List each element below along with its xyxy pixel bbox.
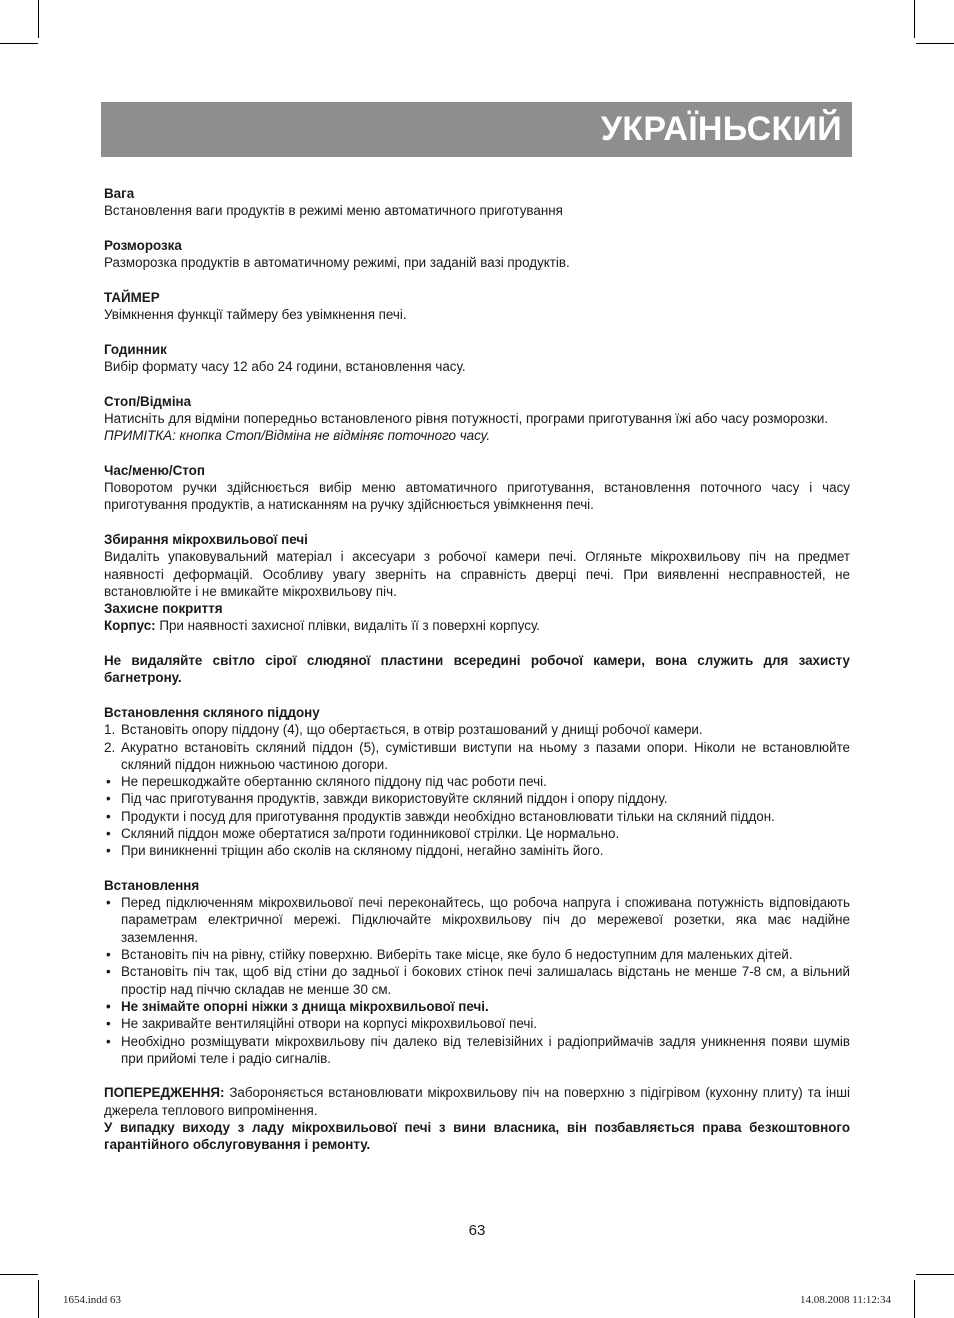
korpus-text: При наявності захисної плівки, видаліть її з поверхні корпусу. bbox=[155, 618, 541, 634]
list-item bbox=[104, 790, 850, 807]
list-item-text: Встановіть піч на рівну, стійку поверхню. Виберіть таке місце, яке було б недоступним для маленьких дітей. bbox=[121, 947, 793, 963]
section-text-rozmorozka: Разморозка продуктів в автоматичному режимі, при заданій вазі продуктів. bbox=[104, 255, 570, 271]
section-title-vstanovlennia: Встановлення bbox=[104, 877, 200, 893]
section-title-pidon: Встановлення скляного піддону bbox=[104, 704, 320, 720]
list-item-text: Встановіть піч так, щоб від стіни до задньої і бокових стінок печі залишалась відстань не менше 7-8 см, а вільний простір над піччю складав не менше 30 см. bbox=[121, 964, 850, 997]
korpus-label: Корпус: bbox=[104, 618, 156, 634]
list-item bbox=[104, 739, 850, 774]
list-item-text: При виникненні тріщин або сколів на скляному піддоні, негайно замініть його. bbox=[121, 843, 604, 859]
bullet-mark: • bbox=[106, 825, 111, 841]
list-item bbox=[104, 894, 850, 946]
section-text-stop: Натисніть для відміни попередньо встановленого рівня потужності, програми приготування їжі або часу розморозки. bbox=[104, 410, 829, 426]
section-title-rozmorozka: Розморозка bbox=[104, 237, 182, 253]
list-item-text: Необхідно розміщувати мікрохвильову піч далеко від телевізійних і радіоприймачів задля уникнення появи шумів при прийомі теле і радіо сигналів. bbox=[121, 1033, 850, 1066]
list-item-text: Скляний піддон може обертатися за/проти годинникової стрілки. Це нормально. bbox=[121, 825, 620, 841]
section-title-zbyrannia: Збирання мікрохвильової печі bbox=[104, 531, 308, 547]
list-item bbox=[104, 1015, 850, 1032]
warranty-warning: У випадку виходу з ладу мікрохвильової печі з вини власника, він позбавляється права безкоштовного гарантійного обслуговування і ремонту. bbox=[104, 1120, 850, 1153]
crop-mark bbox=[38, 0, 39, 38]
list-item bbox=[104, 998, 850, 1015]
crop-mark bbox=[0, 43, 38, 44]
bullet-mark: • bbox=[106, 791, 111, 807]
footer-datetime: 14.08.2008 11:12:34 bbox=[800, 1294, 891, 1306]
list-item bbox=[104, 842, 850, 859]
crop-mark bbox=[916, 1274, 954, 1275]
crop-mark bbox=[914, 1280, 915, 1318]
footer-file-info: 1654.indd 63 bbox=[63, 1294, 122, 1306]
crop-mark bbox=[914, 0, 915, 38]
pidon-numbered-list bbox=[104, 721, 850, 773]
warning-label: ПОПЕРЕДЖЕННЯ: bbox=[104, 1085, 225, 1101]
vstanovlennia-bullet-list bbox=[104, 894, 850, 1067]
section-title-hodynnyk: Годинник bbox=[104, 341, 167, 357]
bullet-mark: • bbox=[106, 843, 111, 859]
bullet-mark: • bbox=[106, 1016, 111, 1032]
manual-content bbox=[104, 185, 850, 1154]
section-title-taimer: ТАЙМЕР bbox=[104, 289, 160, 305]
crop-mark bbox=[0, 1274, 38, 1275]
warning-text: Забороняється встановлювати мікрохвильову піч на поверхню з підігрівом (кухонну плиту) та інші джерела теплового випромінення. bbox=[104, 1085, 850, 1118]
section-note-stop: ПРИМІТКА: кнопка Стоп/Відміна не відміняє поточного часу. bbox=[104, 428, 491, 444]
section-title-vaga: Вага bbox=[104, 186, 135, 201]
list-item bbox=[104, 1033, 850, 1068]
bullet-mark: • bbox=[106, 964, 111, 980]
section-text-vaga: Встановлення ваги продуктів в режимі меню автоматичного приготування bbox=[104, 203, 563, 219]
section-text-chas: Поворотом ручки здійснюється вибір меню автоматичного приготування, встановлення поточного часу і часу приготування продуктів, а натисканням на ручку здійснюється увімкнення печі. bbox=[104, 480, 850, 513]
warning-paragraph bbox=[104, 1084, 850, 1119]
list-item bbox=[104, 721, 850, 738]
bullet-mark: • bbox=[106, 895, 111, 911]
bullet-mark: • bbox=[106, 947, 111, 963]
page-number: 63 bbox=[468, 1222, 486, 1239]
section-text-zbyrannia: Видаліть упаковувальний матеріал і аксесуари з робочої камери печі. Огляньте мікрохвильову піч на предмет наявності деформацій. Особливу увагу зверніть на справність дверці печі. При виявленні несправностей, не встановлюйте і не вмикайте мікрохвильову піч. bbox=[104, 549, 850, 599]
section-text-hodynnyk: Вибір формату часу 12 або 24 години, встановлення часу. bbox=[104, 358, 466, 374]
list-item-text: Продукти і посуд для приготування продуктів завжди необхідно встановлювати тільки на скляний піддон. bbox=[121, 808, 775, 824]
list-item bbox=[104, 946, 850, 963]
subsection-title-zakhysne: Захисне покриття bbox=[104, 601, 223, 617]
list-item bbox=[104, 773, 850, 790]
bullet-mark: • bbox=[106, 808, 111, 824]
list-item-text: Встановіть опору піддону (4), що обертається, в отвір розташований у днищі робочої камери. bbox=[121, 722, 703, 738]
crop-mark bbox=[916, 43, 954, 44]
pidon-bullet-list bbox=[104, 773, 850, 859]
list-item-text: Не закривайте вентиляційні отвори на корпусі мікрохвильової печі. bbox=[121, 1016, 538, 1032]
section-title-chas: Час/меню/Стоп bbox=[104, 462, 205, 478]
section-title-stop: Стоп/Відміна bbox=[104, 393, 192, 409]
list-item-text: Не знімайте опорні ніжки з днища мікрохвильової печі. bbox=[121, 998, 489, 1014]
bullet-mark: • bbox=[106, 1033, 111, 1049]
list-item bbox=[104, 963, 850, 998]
section-text-taimer: Увімкнення функції таймеру без увімкнення печі. bbox=[104, 307, 407, 323]
page-title: УКРАЇНЬСКИЙ bbox=[600, 110, 842, 148]
list-number: 2. bbox=[104, 739, 116, 755]
bullet-mark: • bbox=[106, 998, 111, 1014]
warning-mica: Не видаляйте світло сірої слюдяної пластини всередині робочої камери, вона служить для захисту багнетрону. bbox=[104, 653, 850, 686]
list-item-text: Акуратно встановіть скляний піддон (5), сумістивши виступи на ньому з пазами опори. Ніколи не встановлюйте скляний піддон нижньою частиною догори. bbox=[121, 739, 850, 772]
bullet-mark: • bbox=[106, 774, 111, 790]
list-item bbox=[104, 808, 850, 825]
list-item bbox=[104, 825, 850, 842]
list-item-text: Перед підключенням мікрохвильової печі переконайтесь, що робоча напруга і споживана потужність відповідають параметрам електричної мережі. Підключайте мікрохвильову піч до мережевої розетки, яка має надійне заземлення. bbox=[121, 895, 850, 945]
list-item-text: Не перешкоджайте обертанню скляного піддону під час роботи печі. bbox=[121, 774, 547, 790]
language-banner bbox=[101, 102, 852, 157]
crop-mark bbox=[38, 1280, 39, 1318]
list-number: 1. bbox=[104, 722, 116, 738]
korpus-paragraph bbox=[104, 617, 850, 634]
list-item-text: Під час приготування продуктів, завжди використовуйте скляний піддон і опору піддону. bbox=[121, 791, 668, 807]
